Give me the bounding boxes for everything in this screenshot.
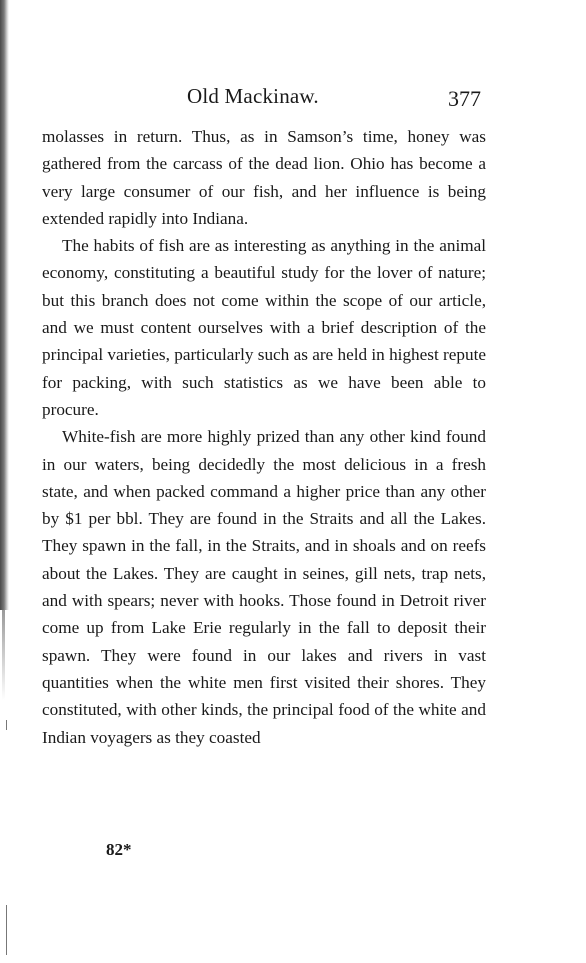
page-number: 377 bbox=[448, 86, 481, 111]
binding-mark bbox=[6, 905, 7, 955]
running-head bbox=[0, 84, 586, 114]
binding-gutter-fade bbox=[2, 610, 5, 700]
body-text bbox=[42, 123, 486, 751]
paragraph: White-fish are more highly prized than any other kind found in our waters, being decidedly the most delicious in a fresh state, and when packed command a higher price than any other by $1 per bbl. They are found in the Straits and all the Lakes. They spawn in the fall, in the Straits, and in shoals and on reefs about the Lakes. They are caught in seines, gill nets, trap nets, and with spears; never with hooks. Those found in Detroit river come up from Lake Erie regularly in the fall to deposit their spawn. They were found in our lakes and rivers in vast quantities when the white men first visited their shores. They constituted, with other kinds, the principal food of the white and Indian voyagers as they coasted bbox=[42, 427, 486, 747]
running-head-title: Old Mackinaw. bbox=[187, 84, 319, 108]
paragraph: The habits of fish are as interesting as anything in the animal economy, constituting a beautiful study for the lover of nature; but this branch does not come within the scope of our article, and we must content ourselves with a brief description of the principal varieties, particularly such as are held in highest repute for packing, with such statistics as we have been able to procure. bbox=[42, 236, 486, 419]
signature-mark: 82* bbox=[106, 840, 132, 859]
binding-mark bbox=[6, 720, 7, 730]
paragraph: molasses in return. Thus, as in Samson’s time, honey was gathered from the carcass of the dead lion. Ohio has become a very large consumer of our fish, and her influence is being extended rapidly into Indiana. bbox=[42, 127, 486, 228]
